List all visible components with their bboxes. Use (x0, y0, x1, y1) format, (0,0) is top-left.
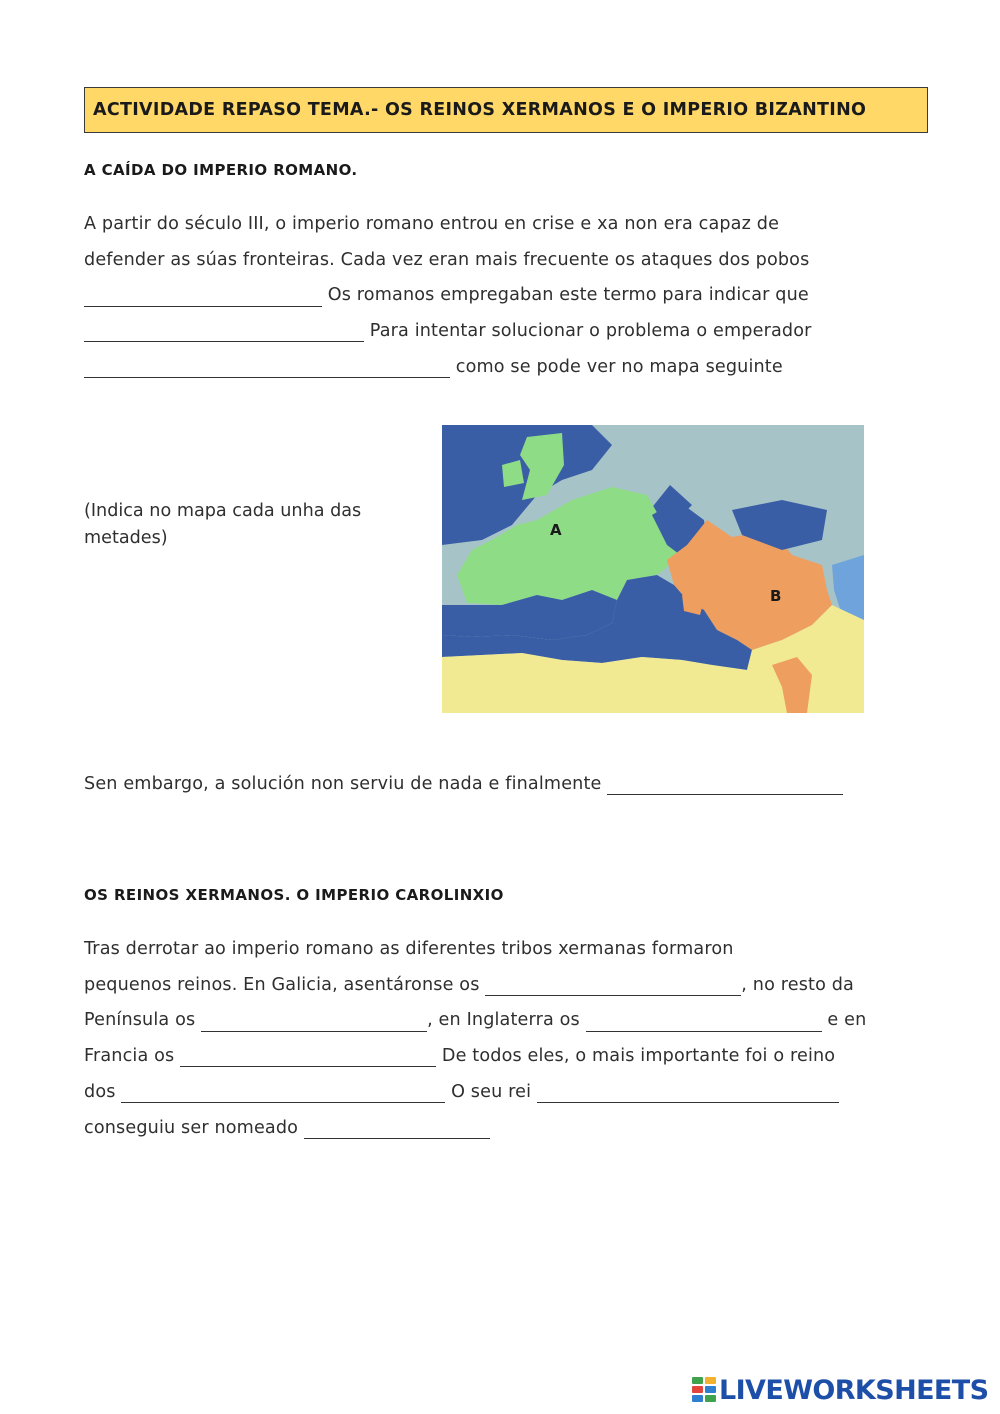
answer-blank[interactable] (304, 1117, 490, 1139)
map-instruction: (Indica no mapa cada unha das metades) (84, 501, 362, 548)
text-line: dos O seu rei (84, 1075, 934, 1111)
text-line: Os romanos empregaban este termo para indicar que (84, 278, 934, 314)
paragraph-germanic-kingdoms (84, 932, 934, 1146)
logo-wordmark: LIVEWORKSHEETS (719, 1374, 989, 1406)
text-line: como se pode ver no mapa seguinte (84, 350, 934, 386)
text-line: Francia os De todos eles, o mais importante foi o reino (84, 1046, 836, 1067)
answer-blank[interactable] (84, 284, 322, 306)
text-line: A partir do século III, o imperio romano entrou en crise e xa non era capaz de (84, 214, 780, 234)
section-heading-fall-of-rome: A CAÍDA DO IMPERIO ROMANO. (84, 161, 358, 179)
text-line: pequenos reinos. En Galicia, asentáronse os , no resto da (84, 974, 854, 995)
section-heading-germanic-kingdoms: OS REINOS XERMANOS. O IMPERIO CAROLINXIO (84, 886, 504, 904)
answer-blank[interactable] (121, 1081, 445, 1103)
paragraph-conclusion (84, 767, 934, 803)
map-label-a: A (550, 521, 562, 539)
text-line: Tras derrotar ao imperio romano as diferentes tribos xermanas formaron (84, 939, 734, 959)
logo-blocks-icon (692, 1377, 716, 1403)
text-line: conseguiu ser nomeado (84, 1111, 934, 1147)
roman-empire-map (442, 425, 864, 713)
worksheet-title: ACTIVIDADE REPASO TEMA.- OS REINOS XERMANOS E O IMPERIO BIZANTINO (84, 87, 928, 133)
answer-blank[interactable] (537, 1081, 839, 1103)
answer-blank[interactable] (485, 974, 741, 996)
answer-blank[interactable] (180, 1045, 436, 1067)
answer-blank[interactable] (607, 773, 843, 795)
text-line: Sen embargo, a solución non serviu de nada e finalmente (84, 767, 934, 803)
map-label-b: B (770, 587, 782, 605)
answer-blank[interactable] (84, 320, 364, 342)
answer-blank[interactable] (84, 356, 450, 378)
text-line: defender as súas fronteiras. Cada vez eran mais frecuente os ataques dos pobos (84, 249, 810, 270)
liveworksheets-logo (692, 1373, 988, 1407)
paragraph-fall-of-rome (84, 207, 934, 386)
answer-blank[interactable] (201, 1009, 427, 1031)
text-line: Península os , en Inglaterra os e en (84, 1010, 867, 1031)
answer-blank[interactable] (586, 1009, 822, 1031)
text-line: Para intentar solucionar o problema o emperador (84, 314, 934, 350)
